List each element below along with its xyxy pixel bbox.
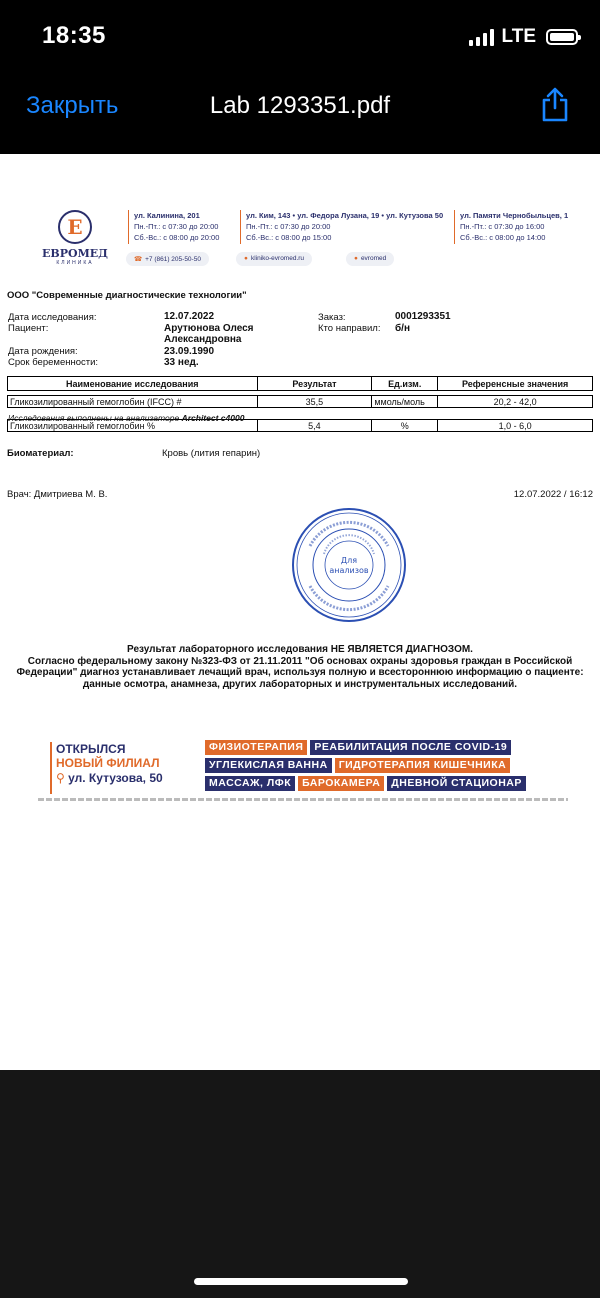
table-header-row [8, 377, 593, 391]
address-weekends: Сб.-Вс.: с 08:00 до 15:00 [246, 233, 332, 242]
address-weekends: Сб.-Вс.: с 08:00 до 20:00 [134, 233, 220, 242]
birth-value: 23.09.1990 [164, 346, 215, 357]
analyzer-name: Architect c4000 [181, 413, 245, 423]
date-label: Дата исследования: [8, 312, 97, 323]
clinic-phone [126, 252, 209, 266]
order-value: 0001293351 [395, 311, 451, 322]
test-unit: % [372, 420, 438, 432]
col-header-unit: Ед.изм. [372, 377, 438, 391]
test-result: 35,5 [257, 396, 372, 408]
document-title: Lab 1293351.pdf [209, 92, 391, 119]
service-tag: ДНЕВНОЙ СТАЦИОНАР [387, 776, 526, 791]
clinic-site [236, 252, 312, 266]
social-icon: ● [354, 255, 358, 262]
col-header-reference: Референсные значения [438, 377, 593, 391]
clinic-address-2 [246, 210, 443, 243]
analyzer-note-text: Исследования выполнены на анализаторе [8, 413, 180, 423]
social-text: evromed [360, 255, 387, 262]
report-timestamp: 12.07.2022 / 16:12 [513, 489, 593, 500]
doctor-name: Врач: Дмитриева М. В. [7, 489, 108, 500]
address-title: ул. Ким, 143 • ул. Федора Лузана, 19 • ул. Кутузова 50 [246, 211, 444, 220]
patient-label: Пациент: [8, 323, 49, 334]
logo-subtitle: КЛИНИКА [56, 260, 94, 266]
promo-line-1: ОТКРЫЛСЯ [56, 742, 126, 756]
status-bar [0, 0, 600, 72]
close-button[interactable]: Закрыть [26, 92, 119, 119]
phone-text: +7 (861) 205-50-50 [145, 256, 201, 263]
service-tag: ФИЗИОТЕРАПИЯ [205, 740, 307, 755]
address-weekdays: Пн.-Пт.: с 07:30 до 20:00 [246, 222, 331, 231]
home-indicator[interactable] [194, 1278, 408, 1285]
col-header-name: Наименование исследования [8, 377, 258, 391]
clinic-logo [40, 210, 110, 266]
promo-new-branch [50, 742, 178, 794]
clinic-address-1 [134, 210, 219, 243]
table-row [8, 396, 593, 408]
service-tag: РЕАБИЛИТАЦИЯ ПОСЛЕ COVID-19 [310, 740, 511, 755]
address-weekends: Сб.-Вс.: с 08:00 до 14:00 [460, 233, 546, 242]
biomaterial-label: Биоматериал: [7, 448, 74, 459]
patient-value-2: Александровна [164, 334, 242, 345]
date-value: 12.07.2022 [164, 311, 215, 322]
pregnancy-label: Срок беременности: [8, 357, 99, 368]
order-label: Заказ: [318, 312, 346, 323]
service-tag: БАРОКАМЕРА [298, 776, 384, 791]
logo-emblem: Е [58, 210, 92, 244]
service-tag: УГЛЕКИСЛАЯ ВАННА [205, 758, 332, 773]
pdf-page[interactable] [0, 154, 600, 1070]
promo-services [205, 740, 565, 794]
signal-icon [469, 28, 494, 46]
analyzer-note [8, 413, 244, 423]
site-text: kliniko-evromed.ru [250, 255, 305, 262]
test-name: Гликозилированный гемоглобин (IFCC) # [8, 396, 258, 408]
clinic-address-3 [460, 210, 568, 243]
address-title: ул. Калинина, 201 [134, 211, 200, 220]
service-tag: МАССАЖ, ЛФК [205, 776, 295, 791]
status-right [469, 26, 578, 48]
fine-print-line [38, 798, 568, 801]
web-icon: ● [244, 255, 248, 262]
pregnancy-value: 33 нед. [164, 357, 199, 368]
disclaimer-line-2: Согласно федеральному закону №323-ФЗ от 21.11.2011 "Об основах охраны здоровья граждан в Российской Федерации" диагноз устанавливает лечащий врач, используя полную и всестороннюю информацию о пациенте: данные осмотра, анамнеза, других лабораторных и инструментальных исследований. [16, 655, 584, 690]
promo-line-3 [56, 770, 178, 786]
status-time: 18:35 [42, 22, 106, 49]
test-reference: 20,2 - 42,0 [438, 396, 593, 408]
test-name: Гликозилированный гемоглобин % [8, 420, 258, 432]
service-tag: ГИДРОТЕРАПИЯ КИШЕЧНИКА [335, 758, 511, 773]
address-weekdays: Пн.-Пт.: с 07:30 до 16:00 [460, 222, 545, 231]
disclaimer-line-1: Результат лабораторного исследования НЕ ЯВЛЯЕТСЯ ДИАГНОЗОМ. [127, 644, 473, 655]
location-pin-icon: ⚲ [56, 771, 69, 785]
patient-value: Арутюнова Олеся [164, 323, 254, 334]
results-table [7, 376, 593, 432]
network-type: LTE [501, 26, 536, 47]
col-header-result: Результат [257, 377, 372, 391]
empty-viewer-area [0, 1070, 600, 1298]
svg-text:анализов: анализов [329, 566, 369, 575]
battery-icon [546, 29, 578, 45]
promo-line-2: НОВЫЙ ФИЛИАЛ [56, 756, 160, 770]
referrer-value: б/н [395, 323, 410, 334]
address-weekdays: Пн.-Пт.: с 07:30 до 20:00 [134, 222, 219, 231]
address-title: ул. Памяти Чернобыльцев, 1 [460, 211, 569, 220]
seal-stamp [290, 506, 408, 624]
share-icon[interactable] [540, 86, 570, 122]
birth-label: Дата рождения: [8, 346, 78, 357]
test-result: 5,4 [257, 420, 372, 432]
clinic-social [346, 252, 394, 266]
organization-name: ООО "Современные диагностические технологии" [7, 290, 247, 301]
logo-name: ЕВРОМЕД [42, 247, 108, 260]
biomaterial-value: Кровь (лития гепарин) [162, 448, 261, 459]
test-reference: 1,0 - 6,0 [438, 420, 593, 432]
referrer-label: Кто направил: [318, 323, 381, 334]
promo-banner [50, 740, 570, 796]
test-unit: ммоль/моль [372, 396, 438, 408]
phone-icon: ☎ [134, 256, 143, 263]
svg-text:Для: Для [340, 556, 358, 565]
promo-address: ул. Кутузова, 50 [68, 771, 163, 785]
disclaimer [8, 644, 592, 690]
nav-bar [0, 72, 600, 142]
